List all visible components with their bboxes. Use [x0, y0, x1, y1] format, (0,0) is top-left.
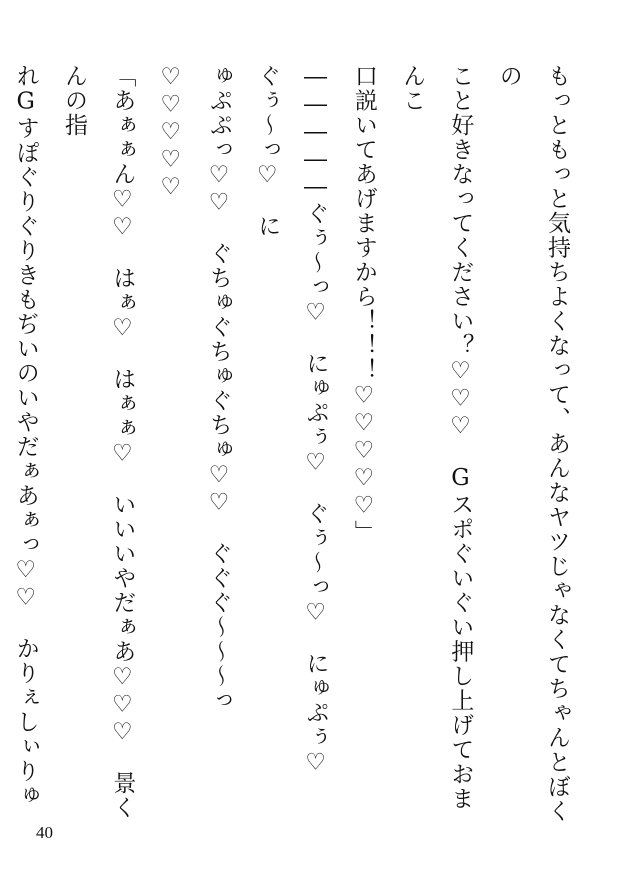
- text-line-2: こと好きなってください？♡♡♡ Gスポぐいぐい押し上げておまんこ: [399, 64, 474, 811]
- text-line-4: ―――――ぐぅ〜っ♡ にゅぷぅ♡ ぐぅ〜っ♡ にゅぷぅ♡ ぐぅ〜っ♡ に: [254, 64, 329, 802]
- text-line-7: れGすぽぐりぐりきもぢいのいやだぁあぁっ♡♡ かりぇしぃりゅ: [12, 64, 39, 808]
- text-line-1: もっともっと気持ちよくなって、あんなヤツじゃなくてちゃんとぼくの: [495, 64, 570, 824]
- text-line-3: 口説いてあげますから！！！♡♡♡♡♡」: [350, 64, 377, 545]
- body-text: [12, 64, 581, 824]
- text-line-5: ゅぷぷっ♡♡ ぐちゅぐちゅぐちゅ♡♡ ぐぐぐ〜〜〜っ♡♡♡♡♡: [157, 64, 232, 713]
- page-number: 40: [36, 823, 53, 842]
- text-line-6: 「あぁぁん♡♡ はぁ♡ はぁぁ♡ いいいやだぁあ♡♡♡ 景くんの指: [61, 64, 136, 820]
